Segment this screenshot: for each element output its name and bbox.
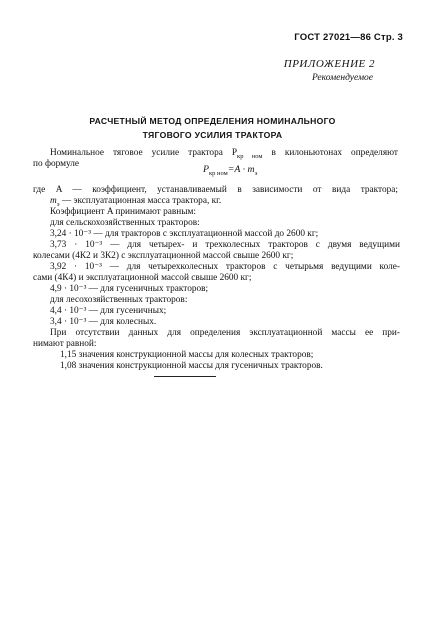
absence-line-1: При отсутствии данных для определения эксплуатационной массы ее при- xyxy=(50,328,400,338)
formula-lhs-sub: кр ном xyxy=(208,169,228,177)
intro-line-2: по формуле xyxy=(33,159,80,169)
section-title xyxy=(0,114,425,142)
intro-line-1 xyxy=(50,148,398,162)
def-symbol-sub: э xyxy=(56,200,60,208)
formula-eq: =A · m xyxy=(227,164,255,175)
agri-item-2b: колесами (4К2 и 3К2) с эксплуатационной массой свыше 2600 кг; xyxy=(33,251,294,261)
appendix-label: ПРИЛОЖЕНИЕ 2 xyxy=(283,58,375,70)
definition-line-1: где A — коэффициент, устанавливаемый в зависимости от вида трактора; xyxy=(33,185,398,195)
intro-text-1-end: в килоньютонах определяют xyxy=(262,148,398,158)
appendix-status: Рекомендуемое xyxy=(311,73,373,83)
formula-lhs: P xyxy=(203,164,209,175)
formula xyxy=(203,164,257,177)
agri-item-3a: 3,92 · 10⁻³ — для четырехколесных тракторов с четырьмя ведущими коле- xyxy=(50,262,400,272)
agri-header: для сельскохозяйственных тракторов: xyxy=(50,218,200,228)
title-line-1: РАСЧЕТНЫЙ МЕТОД ОПРЕДЕЛЕНИЯ НОМИНАЛЬНОГО xyxy=(89,116,336,126)
title-line-2: ТЯГОВОГО УСИЛИЯ ТРАКТОРА xyxy=(142,130,283,140)
forest-item-2: 3,4 · 10⁻³ — для колесных. xyxy=(50,317,157,327)
forest-item-1: 4,4 · 10⁻³ — для гусеничных; xyxy=(50,306,167,316)
def-symbol: m xyxy=(50,196,57,206)
absence-item-1: 1,15 значения конструкционной массы для колесных тракторов; xyxy=(60,350,314,360)
intro-text-1: Номинальное тяговое усилие трактора P xyxy=(50,148,238,158)
agri-item-3b: сами (4К4) и эксплуатационной массой свыше 2600 кг; xyxy=(33,273,252,283)
agri-item-2a: 3,73 · 10⁻³ — для четырех- и трехколесных тракторов с двумя ведущими xyxy=(50,240,400,250)
intro-subscript: кр ном xyxy=(237,152,263,160)
end-rule xyxy=(154,376,216,377)
coefficient-intro: Коэффициент A принимают равным: xyxy=(50,207,196,217)
agri-item-1: 3,24 · 10⁻³ — для тракторов с эксплуатационной массой до 2600 кг; xyxy=(50,229,319,239)
agri-item-4: 4,9 · 10⁻³ — для гусеничных тракторов; xyxy=(50,284,209,294)
def-text: — эксплуатационная масса трактора, кг. xyxy=(59,196,222,206)
page-header: ГОСТ 27021—86 Стр. 3 xyxy=(294,32,403,43)
absence-line-2: нимают равной: xyxy=(33,339,97,349)
forest-header: для лесохозяйственных тракторов: xyxy=(50,295,188,305)
absence-item-2: 1,08 значения конструкционной массы для гусеничных тракторов. xyxy=(60,361,323,371)
formula-rhs-sub: э xyxy=(254,169,258,177)
